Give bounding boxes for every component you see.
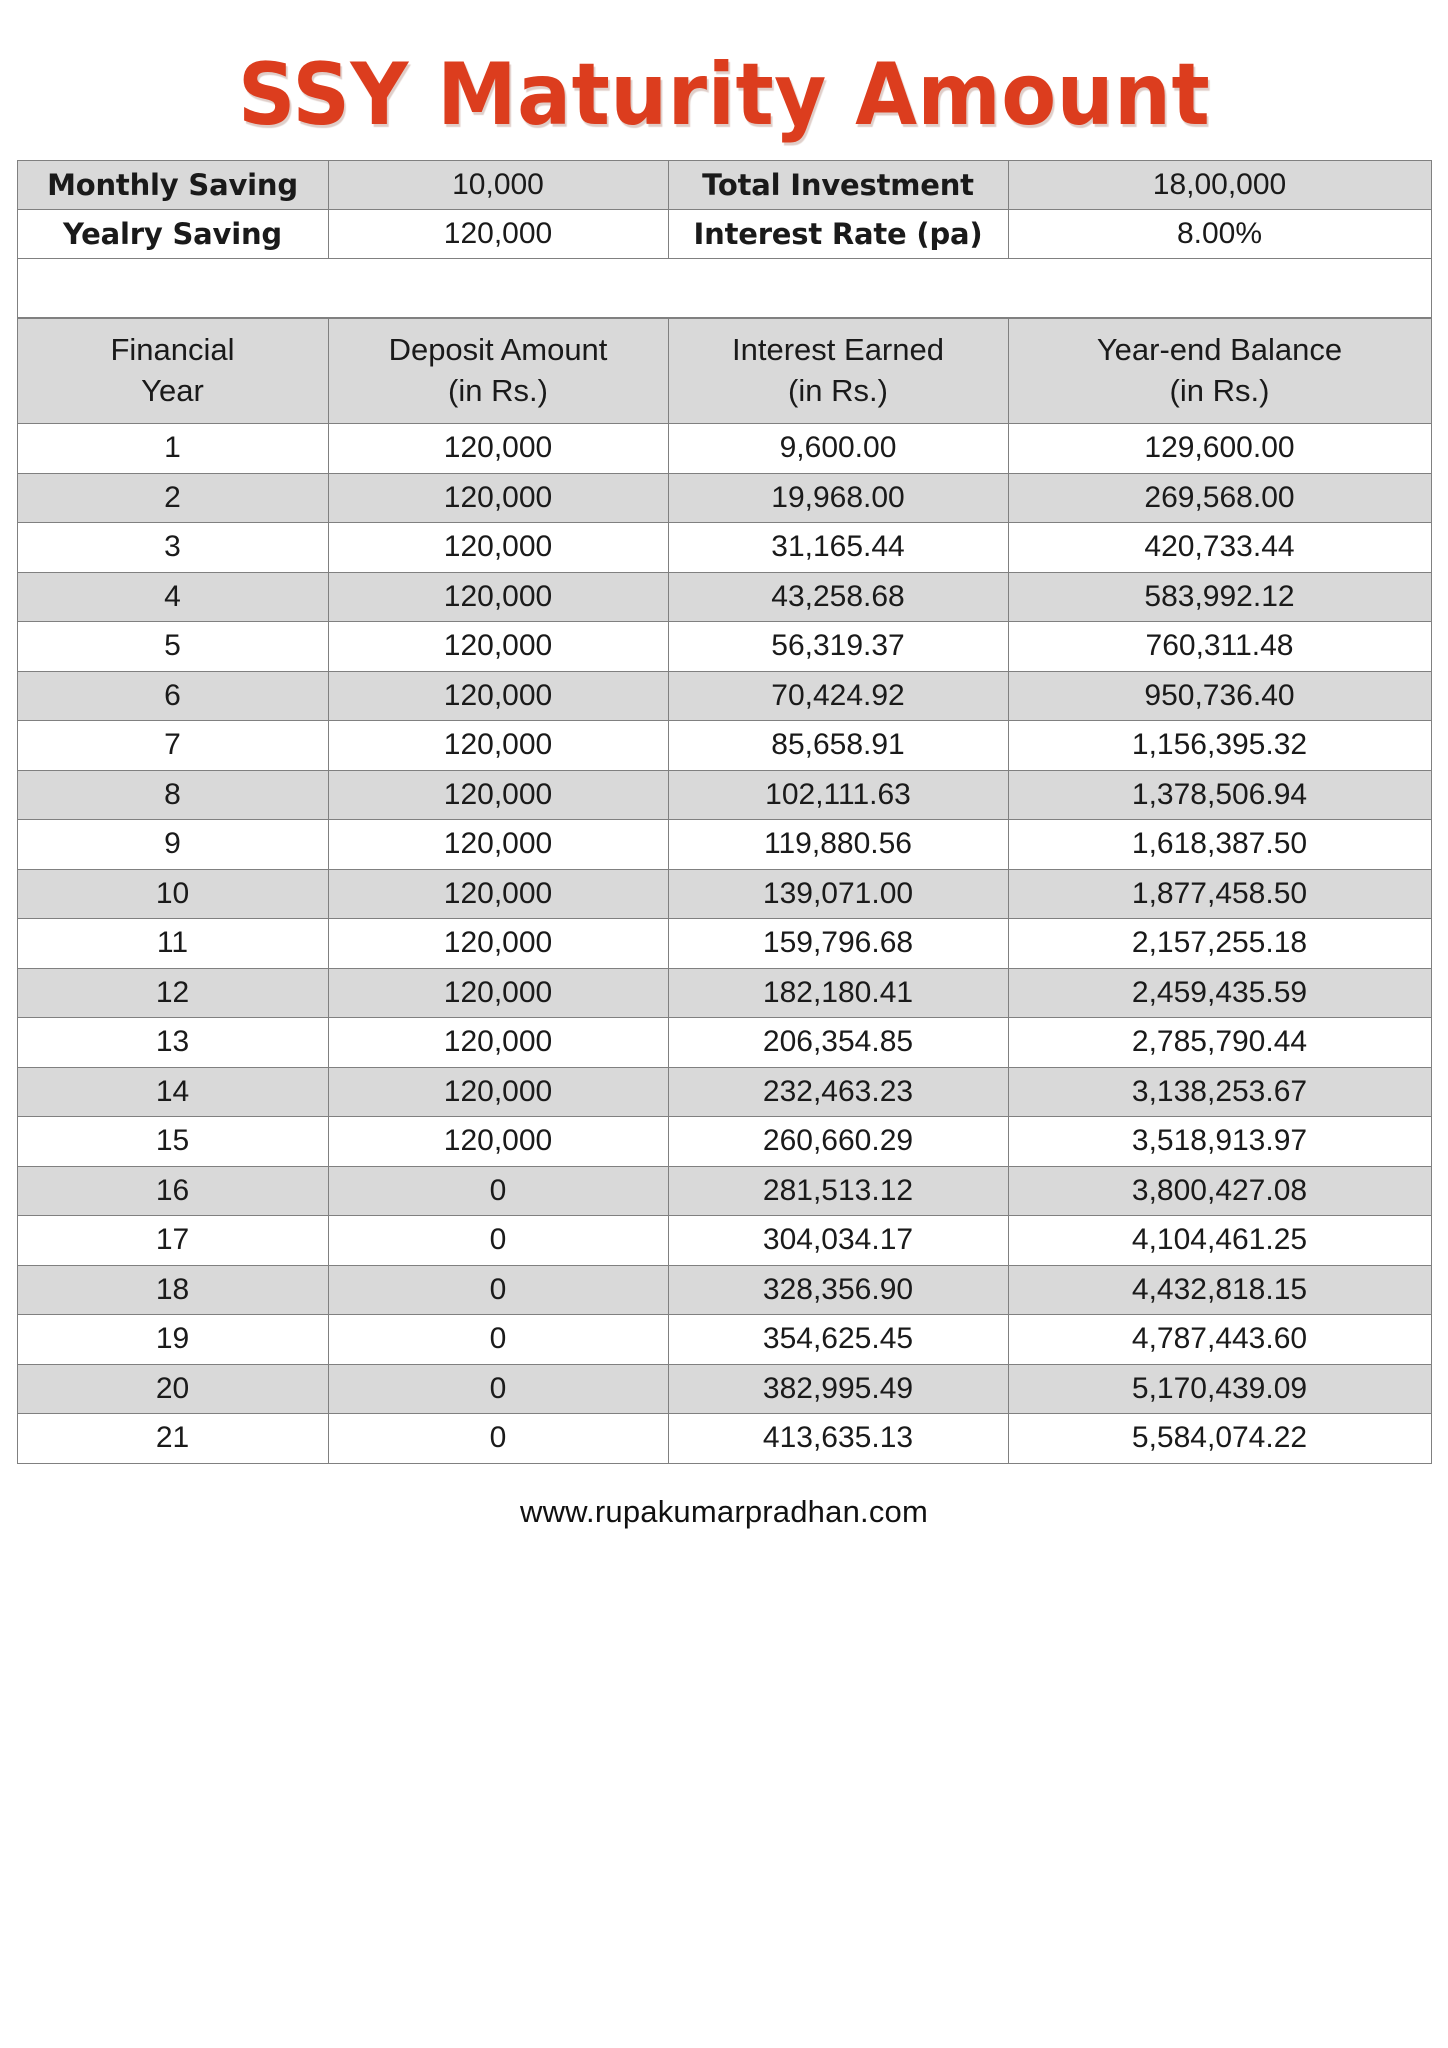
- summary-row-monthly: [17, 161, 1431, 210]
- table-row: [17, 1117, 1431, 1167]
- column-header-deposit-amount: [328, 319, 668, 424]
- cell-financial-year: 18: [17, 1265, 328, 1315]
- table-row: [17, 671, 1431, 721]
- table-row: [17, 424, 1431, 474]
- cell-financial-year: 4: [17, 572, 328, 622]
- cell-deposit-amount: 0: [328, 1315, 668, 1365]
- cell-financial-year: 8: [17, 770, 328, 820]
- cell-interest-earned: 232,463.23: [668, 1067, 1008, 1117]
- summary-table: [17, 160, 1432, 318]
- summary-row-yearly: [17, 210, 1431, 259]
- cell-financial-year: 2: [17, 473, 328, 523]
- cell-financial-year: 3: [17, 523, 328, 573]
- cell-deposit-amount: 120,000: [328, 523, 668, 573]
- cell-financial-year: 9: [17, 820, 328, 870]
- cell-deposit-amount: 0: [328, 1265, 668, 1315]
- table-row: [17, 1018, 1431, 1068]
- cell-interest-earned: 119,880.56: [668, 820, 1008, 870]
- table-row: [17, 572, 1431, 622]
- table-row: [17, 1265, 1431, 1315]
- summary-spacer-cell: [17, 259, 1431, 318]
- cell-year-end-balance: 1,877,458.50: [1008, 869, 1431, 919]
- cell-deposit-amount: 120,000: [328, 572, 668, 622]
- cell-year-end-balance: 1,156,395.32: [1008, 721, 1431, 771]
- summary-label-total-investment: Total Investment: [668, 161, 1008, 210]
- cell-financial-year: 5: [17, 622, 328, 672]
- column-header-year-end-balance-line1: Year-end Balance: [1096, 332, 1343, 368]
- cell-interest-earned: 159,796.68: [668, 919, 1008, 969]
- cell-year-end-balance: 269,568.00: [1008, 473, 1431, 523]
- summary-section: [0, 160, 1448, 318]
- cell-deposit-amount: 0: [328, 1216, 668, 1266]
- cell-interest-earned: 206,354.85: [668, 1018, 1008, 1068]
- table-row: [17, 721, 1431, 771]
- cell-year-end-balance: 4,104,461.25: [1008, 1216, 1431, 1266]
- cell-interest-earned: 354,625.45: [668, 1315, 1008, 1365]
- column-header-year-end-balance-line2: (in Rs.): [1169, 373, 1270, 408]
- cell-interest-earned: 382,995.49: [668, 1364, 1008, 1414]
- cell-financial-year: 13: [17, 1018, 328, 1068]
- cell-financial-year: 17: [17, 1216, 328, 1266]
- column-header-financial-year-line2: Year: [141, 373, 204, 408]
- footer-url: www.rupakumarpradhan.com: [520, 1493, 928, 1529]
- cell-deposit-amount: 120,000: [328, 473, 668, 523]
- cell-deposit-amount: 0: [328, 1166, 668, 1216]
- summary-label-interest-rate: Interest Rate (pa): [668, 210, 1008, 259]
- cell-deposit-amount: 120,000: [328, 1067, 668, 1117]
- table-row: [17, 869, 1431, 919]
- summary-label-yearly-saving: Yealry Saving: [17, 210, 328, 259]
- cell-deposit-amount: 120,000: [328, 1117, 668, 1167]
- cell-interest-earned: 182,180.41: [668, 968, 1008, 1018]
- table-row: [17, 1315, 1431, 1365]
- table-row: [17, 919, 1431, 969]
- cell-year-end-balance: 1,618,387.50: [1008, 820, 1431, 870]
- cell-deposit-amount: 120,000: [328, 721, 668, 771]
- summary-value-interest-rate: 8.00%: [1008, 210, 1431, 259]
- table-row: [17, 1067, 1431, 1117]
- column-header-year-end-balance: [1008, 319, 1431, 424]
- summary-value-total-investment: 18,00,000: [1008, 161, 1431, 210]
- page-title: SSY Maturity Amount: [237, 45, 1211, 145]
- cell-deposit-amount: 120,000: [328, 968, 668, 1018]
- cell-financial-year: 11: [17, 919, 328, 969]
- cell-financial-year: 1: [17, 424, 328, 474]
- cell-year-end-balance: 5,170,439.09: [1008, 1364, 1431, 1414]
- cell-deposit-amount: 0: [328, 1414, 668, 1464]
- cell-deposit-amount: 120,000: [328, 869, 668, 919]
- table-row: [17, 622, 1431, 672]
- cell-financial-year: 14: [17, 1067, 328, 1117]
- column-header-deposit-amount-line1: Deposit Amount: [388, 332, 608, 368]
- table-row: [17, 1364, 1431, 1414]
- cell-year-end-balance: 583,992.12: [1008, 572, 1431, 622]
- cell-interest-earned: 9,600.00: [668, 424, 1008, 474]
- table-row: [17, 1166, 1431, 1216]
- summary-value-monthly-saving: 10,000: [328, 161, 668, 210]
- cell-interest-earned: 328,356.90: [668, 1265, 1008, 1315]
- table-row: [17, 1414, 1431, 1464]
- summary-value-yearly-saving: 120,000: [328, 210, 668, 259]
- cell-year-end-balance: 420,733.44: [1008, 523, 1431, 573]
- cell-financial-year: 12: [17, 968, 328, 1018]
- column-header-financial-year-line1: Financial: [110, 332, 235, 368]
- cell-interest-earned: 85,658.91: [668, 721, 1008, 771]
- cell-year-end-balance: 3,138,253.67: [1008, 1067, 1431, 1117]
- table-row: [17, 523, 1431, 573]
- table-row: [17, 473, 1431, 523]
- cell-year-end-balance: 2,459,435.59: [1008, 968, 1431, 1018]
- cell-deposit-amount: 120,000: [328, 770, 668, 820]
- table-row: [17, 968, 1431, 1018]
- column-header-financial-year: [17, 319, 328, 424]
- schedule-section: [0, 318, 1448, 1464]
- cell-financial-year: 20: [17, 1364, 328, 1414]
- cell-financial-year: 6: [17, 671, 328, 721]
- cell-deposit-amount: 120,000: [328, 919, 668, 969]
- cell-year-end-balance: 4,787,443.60: [1008, 1315, 1431, 1365]
- cell-interest-earned: 139,071.00: [668, 869, 1008, 919]
- cell-deposit-amount: 120,000: [328, 424, 668, 474]
- column-header-deposit-amount-line2: (in Rs.): [448, 373, 548, 408]
- cell-year-end-balance: 3,800,427.08: [1008, 1166, 1431, 1216]
- cell-year-end-balance: 129,600.00: [1008, 424, 1431, 474]
- maturity-schedule-body: [17, 424, 1431, 1464]
- cell-year-end-balance: 950,736.40: [1008, 671, 1431, 721]
- cell-financial-year: 10: [17, 869, 328, 919]
- summary-spacer-row: [17, 259, 1431, 318]
- cell-year-end-balance: 1,378,506.94: [1008, 770, 1431, 820]
- cell-deposit-amount: 120,000: [328, 622, 668, 672]
- cell-year-end-balance: 2,785,790.44: [1008, 1018, 1431, 1068]
- cell-interest-earned: 102,111.63: [668, 770, 1008, 820]
- cell-interest-earned: 413,635.13: [668, 1414, 1008, 1464]
- maturity-schedule-table: [17, 318, 1432, 1464]
- table-row: [17, 1216, 1431, 1266]
- cell-interest-earned: 260,660.29: [668, 1117, 1008, 1167]
- cell-interest-earned: 281,513.12: [668, 1166, 1008, 1216]
- column-header-interest-earned: [668, 319, 1008, 424]
- cell-financial-year: 7: [17, 721, 328, 771]
- cell-year-end-balance: 2,157,255.18: [1008, 919, 1431, 969]
- cell-financial-year: 16: [17, 1166, 328, 1216]
- cell-deposit-amount: 120,000: [328, 671, 668, 721]
- table-header-row: [17, 319, 1431, 424]
- cell-deposit-amount: 0: [328, 1364, 668, 1414]
- cell-deposit-amount: 120,000: [328, 1018, 668, 1068]
- column-header-interest-earned-line2: (in Rs.): [788, 373, 888, 408]
- cell-interest-earned: 70,424.92: [668, 671, 1008, 721]
- table-row: [17, 820, 1431, 870]
- cell-interest-earned: 43,258.68: [668, 572, 1008, 622]
- cell-interest-earned: 56,319.37: [668, 622, 1008, 672]
- table-row: [17, 770, 1431, 820]
- cell-interest-earned: 19,968.00: [668, 473, 1008, 523]
- cell-year-end-balance: 5,584,074.22: [1008, 1414, 1431, 1464]
- column-header-interest-earned-line1: Interest Earned: [732, 332, 944, 368]
- summary-label-monthly-saving: Monthly Saving: [17, 161, 328, 210]
- cell-year-end-balance: 3,518,913.97: [1008, 1117, 1431, 1167]
- cell-year-end-balance: 760,311.48: [1008, 622, 1431, 672]
- cell-financial-year: 21: [17, 1414, 328, 1464]
- cell-financial-year: 15: [17, 1117, 328, 1167]
- cell-year-end-balance: 4,432,818.15: [1008, 1265, 1431, 1315]
- cell-deposit-amount: 120,000: [328, 820, 668, 870]
- cell-interest-earned: 304,034.17: [668, 1216, 1008, 1266]
- cell-financial-year: 19: [17, 1315, 328, 1365]
- cell-interest-earned: 31,165.44: [668, 523, 1008, 573]
